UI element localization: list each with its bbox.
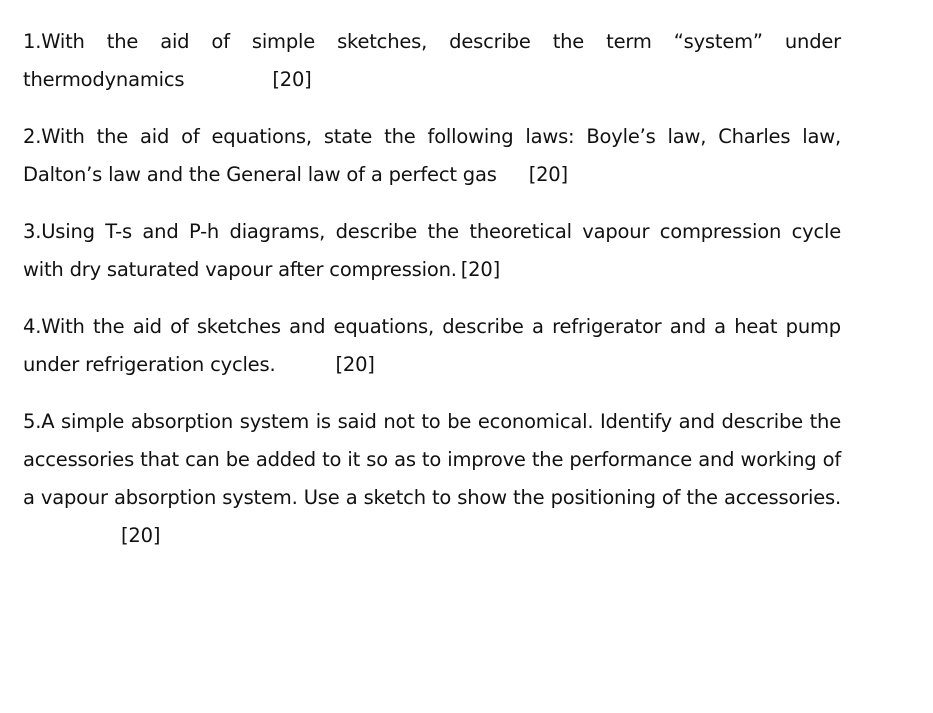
question-marks: [20]	[460, 258, 500, 281]
question-text: With the aid of equations, state the following laws: Boyle’s law, Charles law, Dalton’s law and the General law of a perfect gas	[23, 125, 841, 186]
question-4	[23, 308, 841, 384]
question-paper	[23, 23, 841, 574]
question-marks: [20]	[121, 524, 161, 547]
question-number: 3.	[23, 220, 42, 243]
question-number: 4.	[23, 315, 42, 338]
question-number: 5.	[23, 410, 42, 433]
question-text: Using T-s and P-h diagrams, describe the theoretical vapour compression cycle with dry saturated vapour after compression.	[23, 220, 841, 281]
question-text: With the aid of simple sketches, describe the term “system” under thermodynamics	[23, 30, 841, 91]
question-marks: [20]	[528, 163, 568, 186]
question-number: 2.	[23, 125, 42, 148]
question-2	[23, 118, 841, 194]
question-marks: [20]	[335, 353, 375, 376]
question-text: A simple absorption system is said not to be economical. Identify and describe the accessories that can be added to it so as to improve the performance and working of a vapour absorption system. Use a sketch to show the positioning of the accessories.	[23, 410, 841, 509]
question-5	[23, 403, 841, 555]
question-marks: [20]	[272, 68, 312, 91]
question-1	[23, 23, 841, 99]
question-3	[23, 213, 841, 289]
question-number: 1.	[23, 30, 42, 53]
question-text: With the aid of sketches and equations, describe a refrigerator and a heat pump under refrigeration cycles.	[23, 315, 841, 376]
